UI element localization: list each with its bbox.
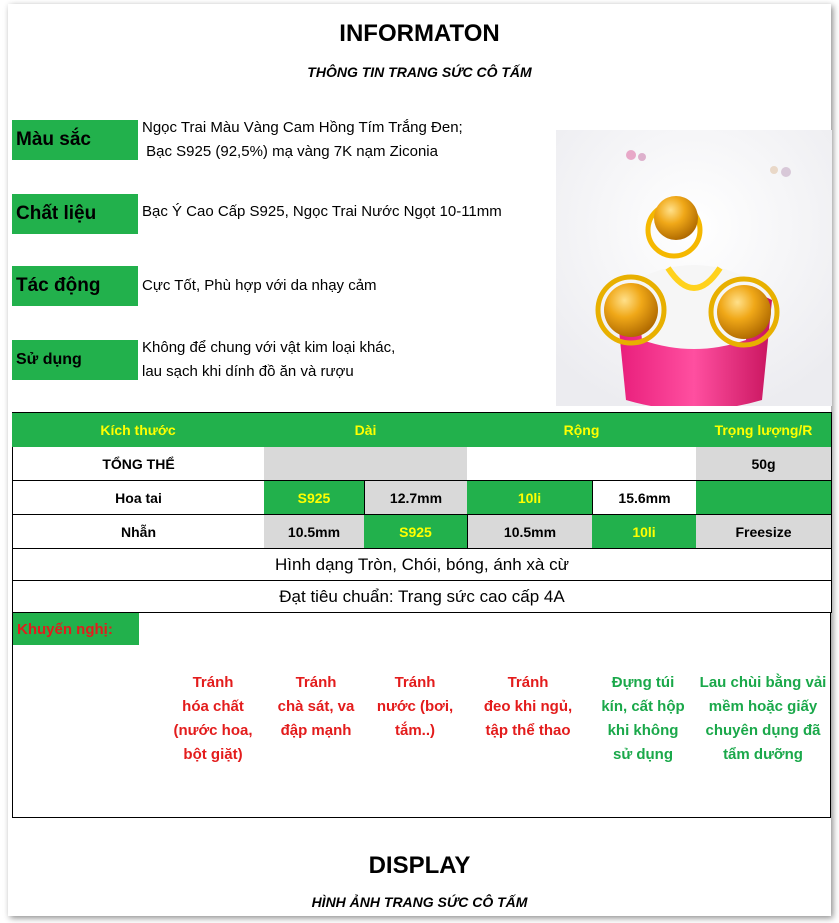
- overall-label: TỔNG THỂ: [12, 447, 264, 481]
- overall-weight: 50g: [696, 447, 831, 481]
- table-row-overall: [12, 447, 831, 481]
- earring-label: Hoa tai: [12, 481, 264, 515]
- recommend-item-6-line: Lau chùi bằng vải: [699, 674, 827, 691]
- desc-material: Bạc Ý Cao Cấp S925, Ngọc Trai Nước Ngọt 10-11mm: [142, 203, 502, 220]
- recommend-box: [12, 612, 831, 818]
- shape-text: Hình dạng Tròn, Chói, bóng, ánh xà cừ: [12, 549, 831, 581]
- earring-cell-1: S925: [264, 481, 364, 515]
- recommend-items: [13, 671, 832, 791]
- table-row-ring: [12, 515, 831, 549]
- desc-color: [142, 116, 463, 164]
- recommend-item-5-line: kín, cất hộp: [601, 698, 685, 715]
- label-usage: Sử dụng: [12, 340, 138, 380]
- page-subtitle: THÔNG TIN TRANG SỨC CÔ TẤM: [307, 64, 532, 80]
- recommend-item-5-line: Đựng túi: [611, 674, 675, 691]
- label-effect: Tác động: [12, 266, 138, 306]
- standard-text: Đạt tiêu chuẩn: Trang sức cao cấp 4A: [12, 581, 831, 613]
- earring-cell-2: 12.7mm: [364, 481, 467, 515]
- recommend-item-6-line: mềm hoặc giấy: [708, 698, 818, 715]
- recommend-item-1-line: Tránh: [192, 674, 234, 691]
- recommend-item-5: [588, 671, 698, 767]
- earring-cell-3: 10li: [467, 481, 592, 515]
- recommend-item-1-line: (nước hoa,: [173, 722, 253, 739]
- recommend-item-6: [693, 671, 833, 767]
- desc-effect: Cực Tốt, Phù hợp với da nhạy cảm: [142, 277, 377, 294]
- recommend-item-5-line: sử dụng: [612, 746, 674, 763]
- recommend-item-2-line: đập mạnh: [280, 722, 352, 739]
- recommend-item-3-line: Tránh: [394, 674, 436, 691]
- recommend-item-2-line: chà sát, va: [277, 698, 355, 715]
- desc-color-line-2: Bạc S925 (92,5%) mạ vàng 7K nạm Ziconia: [142, 143, 438, 160]
- display-subtitle: HÌNH ẢNH TRANG SỨC CÔ TẤM: [311, 894, 528, 910]
- recommend-item-2-line: Tránh: [295, 674, 337, 691]
- size-table: [12, 412, 832, 613]
- recommend-item-4-line: tập thể thao: [485, 722, 571, 739]
- recommend-item-4-line: đeo khi ngủ,: [483, 698, 573, 715]
- display-title: DISPLAY: [368, 852, 471, 879]
- ring-label: Nhẫn: [12, 515, 264, 549]
- desc-usage-line-2: lau sạch khi dính đồ ăn và rượu: [142, 363, 354, 380]
- product-photo: [556, 130, 832, 406]
- header-size: Kích thước: [12, 413, 264, 447]
- recommend-item-1: [153, 671, 273, 767]
- ring-cell-4: 10li: [592, 515, 696, 549]
- desc-usage-line-1: Không để chung với vật kim loại khác,: [142, 339, 396, 356]
- document-page: [8, 4, 831, 916]
- header-length: Dài: [264, 413, 467, 447]
- recommend-item-6-line: chuyên dụng đã: [705, 722, 821, 739]
- ring-cell-5: Freesize: [696, 515, 831, 549]
- desc-color-line-1: Ngọc Trai Màu Vàng Cam Hồng Tím Trắng Đen;: [142, 119, 463, 136]
- table-row-earring: [12, 481, 831, 515]
- earring-cell-5: [696, 481, 831, 515]
- header-width: Rộng: [467, 413, 696, 447]
- recommend-item-2: [261, 671, 371, 743]
- recommend-item-3-line: tắm..): [394, 722, 435, 739]
- recommend-item-5-line: khi không: [607, 722, 679, 739]
- table-row-standard: [12, 581, 831, 613]
- desc-usage: [142, 336, 395, 384]
- ring-cell-1: 10.5mm: [264, 515, 364, 549]
- page-title: INFORMATON: [339, 20, 500, 47]
- recommend-item-1-line: bột giặt): [183, 746, 243, 763]
- recommend-label: Khuyến nghị:: [13, 613, 139, 645]
- recommend-item-4: [468, 671, 588, 743]
- overall-length: [264, 447, 467, 481]
- table-header-row: [12, 413, 831, 447]
- recommend-item-1-line: hóa chất: [182, 698, 244, 715]
- ring-cell-3: 10.5mm: [467, 515, 592, 549]
- header-weight: Trọng lượng/R: [696, 413, 831, 447]
- recommend-item-3: [365, 671, 465, 743]
- recommend-item-6-line: tẩm dưỡng: [723, 746, 803, 763]
- recommend-item-3-line: nước (bơi,: [376, 698, 454, 715]
- ring-earring-photo-icon: [556, 130, 832, 406]
- earring-cell-4: 15.6mm: [592, 481, 696, 515]
- table-row-shape: [12, 549, 831, 581]
- ring-cell-2: S925: [364, 515, 467, 549]
- recommend-item-4-line: Tránh: [507, 674, 549, 691]
- label-material: Chất liệu: [12, 194, 138, 234]
- label-color: Màu sắc: [12, 120, 138, 160]
- overall-width: [467, 447, 696, 481]
